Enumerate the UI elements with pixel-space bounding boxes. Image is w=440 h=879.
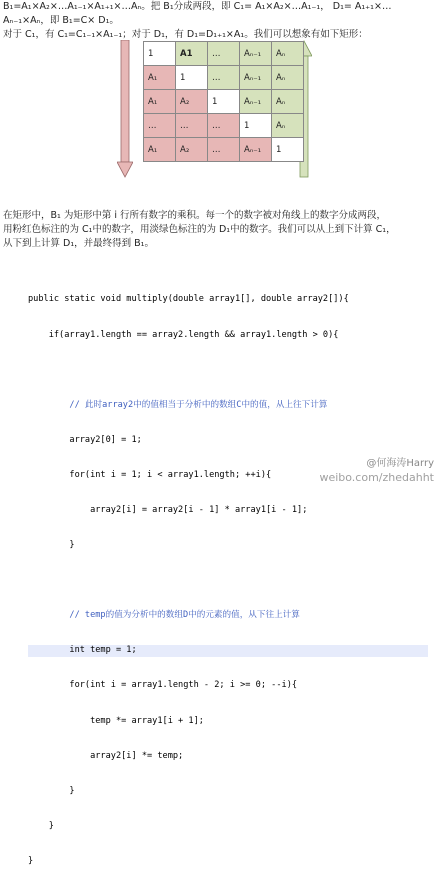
code-line: }	[28, 785, 75, 796]
matrix-cell: A₁	[144, 66, 176, 90]
matrix-cell: …	[208, 42, 240, 66]
explain-line-2: 用粉红色标注的为 C₁中的数字，用淡绿色标注的为 D₁中的数字。我们可以从上到下计算 C₁，	[3, 224, 396, 235]
explanation-text	[3, 209, 437, 251]
matrix-cell: A₂	[176, 138, 208, 162]
down-arrow-icon	[117, 40, 133, 178]
matrix-cell: Aₙ	[272, 42, 304, 66]
code-comment: // 此时array2中的值相当于分析中的数组C中的值，从上往下计算	[28, 399, 328, 410]
code-line: public static void multiply(double array1[], double array2[]){	[28, 294, 349, 305]
matrix-cell: …	[176, 114, 208, 138]
matrix-cell: Aₙ₋₁	[240, 138, 272, 162]
matrix-cell: A₂	[176, 90, 208, 114]
code-block	[28, 271, 428, 879]
matrix-cell: 1	[240, 114, 272, 138]
explain-line-1: 在矩形中，B₁ 为矩形中第 i 行所有数字的乘积。每一个的数字被对角线上的数字分成两段，	[3, 210, 387, 221]
matrix-cell: Aₙ	[272, 66, 304, 90]
matrix-cell: A1	[176, 42, 208, 66]
matrix-cell: 1	[144, 42, 176, 66]
matrix-cell: 1	[176, 66, 208, 90]
matrix-cell: …	[208, 138, 240, 162]
matrix-cell: Aₙ₋₁	[240, 66, 272, 90]
matrix-row	[144, 66, 304, 90]
matrix-cell: …	[208, 114, 240, 138]
matrix-cell: 1	[272, 138, 304, 162]
matrix-row	[144, 138, 304, 162]
matrix-cell: A₁	[144, 90, 176, 114]
intro-text	[3, 0, 437, 42]
code-line: }	[28, 855, 34, 866]
code-line	[28, 365, 428, 377]
matrix-row	[144, 90, 304, 114]
explain-line-3: 从下到上计算 D₁，并最终得到 B₁。	[3, 238, 154, 249]
code-line: }	[28, 820, 54, 831]
code-line: }	[28, 540, 75, 551]
code-line	[28, 575, 428, 587]
matrix-row	[144, 114, 304, 138]
matrix-table	[143, 41, 304, 162]
matrix-cell: Aₙ	[272, 114, 304, 138]
matrix-cell: Aₙ₋₁	[240, 90, 272, 114]
code-line: for(int i = 1; i < array1.length; ++i){	[28, 469, 272, 480]
intro-line-1: B₁=A₁×A₂×…A₁₋₁×A₁₊₁×…Aₙ。把 B₁分成两段，即 C₁= A₁×A₂×…A₁₋₁， D₁= A₁₊₁×… Aₙ₋₁×Aₙ，即 B₁=C× D₁。	[3, 1, 392, 26]
watermark	[319, 457, 434, 485]
code-comment: // temp的值为分析中的数组D中的元素的值，从下往上计算	[28, 610, 300, 621]
intro-line-2: 对于 C₁，有 C₁=C₁₋₁×A₁₋₁；对于 D₁，有 D₁=D₁₊₁×A₁。我们可以想象有如下矩形：	[3, 29, 368, 40]
matrix-cell: A₁	[144, 138, 176, 162]
code-line-highlighted: int temp = 1;	[28, 645, 428, 657]
matrix-row	[144, 42, 304, 66]
code-line: array2[i] *= temp;	[28, 750, 184, 761]
code-line: for(int i = array1.length - 2; i >= 0; --i){	[28, 680, 298, 691]
matrix-cell: 1	[208, 90, 240, 114]
code-line: temp *= array1[i + 1];	[28, 715, 204, 726]
code-line: array2[i] = array2[i - 1] * array1[i - 1];	[28, 504, 308, 515]
matrix-cell: Aₙ₋₁	[240, 42, 272, 66]
matrix-cell: Aₙ	[272, 90, 304, 114]
code-line: if(array1.length == array2.length && array1.length > 0){	[28, 329, 339, 340]
watermark-name: @何海涛Harry	[366, 458, 434, 469]
matrix-cell: …	[208, 66, 240, 90]
code-line: array2[0] = 1;	[28, 434, 142, 445]
watermark-url: weibo.com/zhedahht	[319, 471, 434, 484]
matrix-cell: …	[144, 114, 176, 138]
